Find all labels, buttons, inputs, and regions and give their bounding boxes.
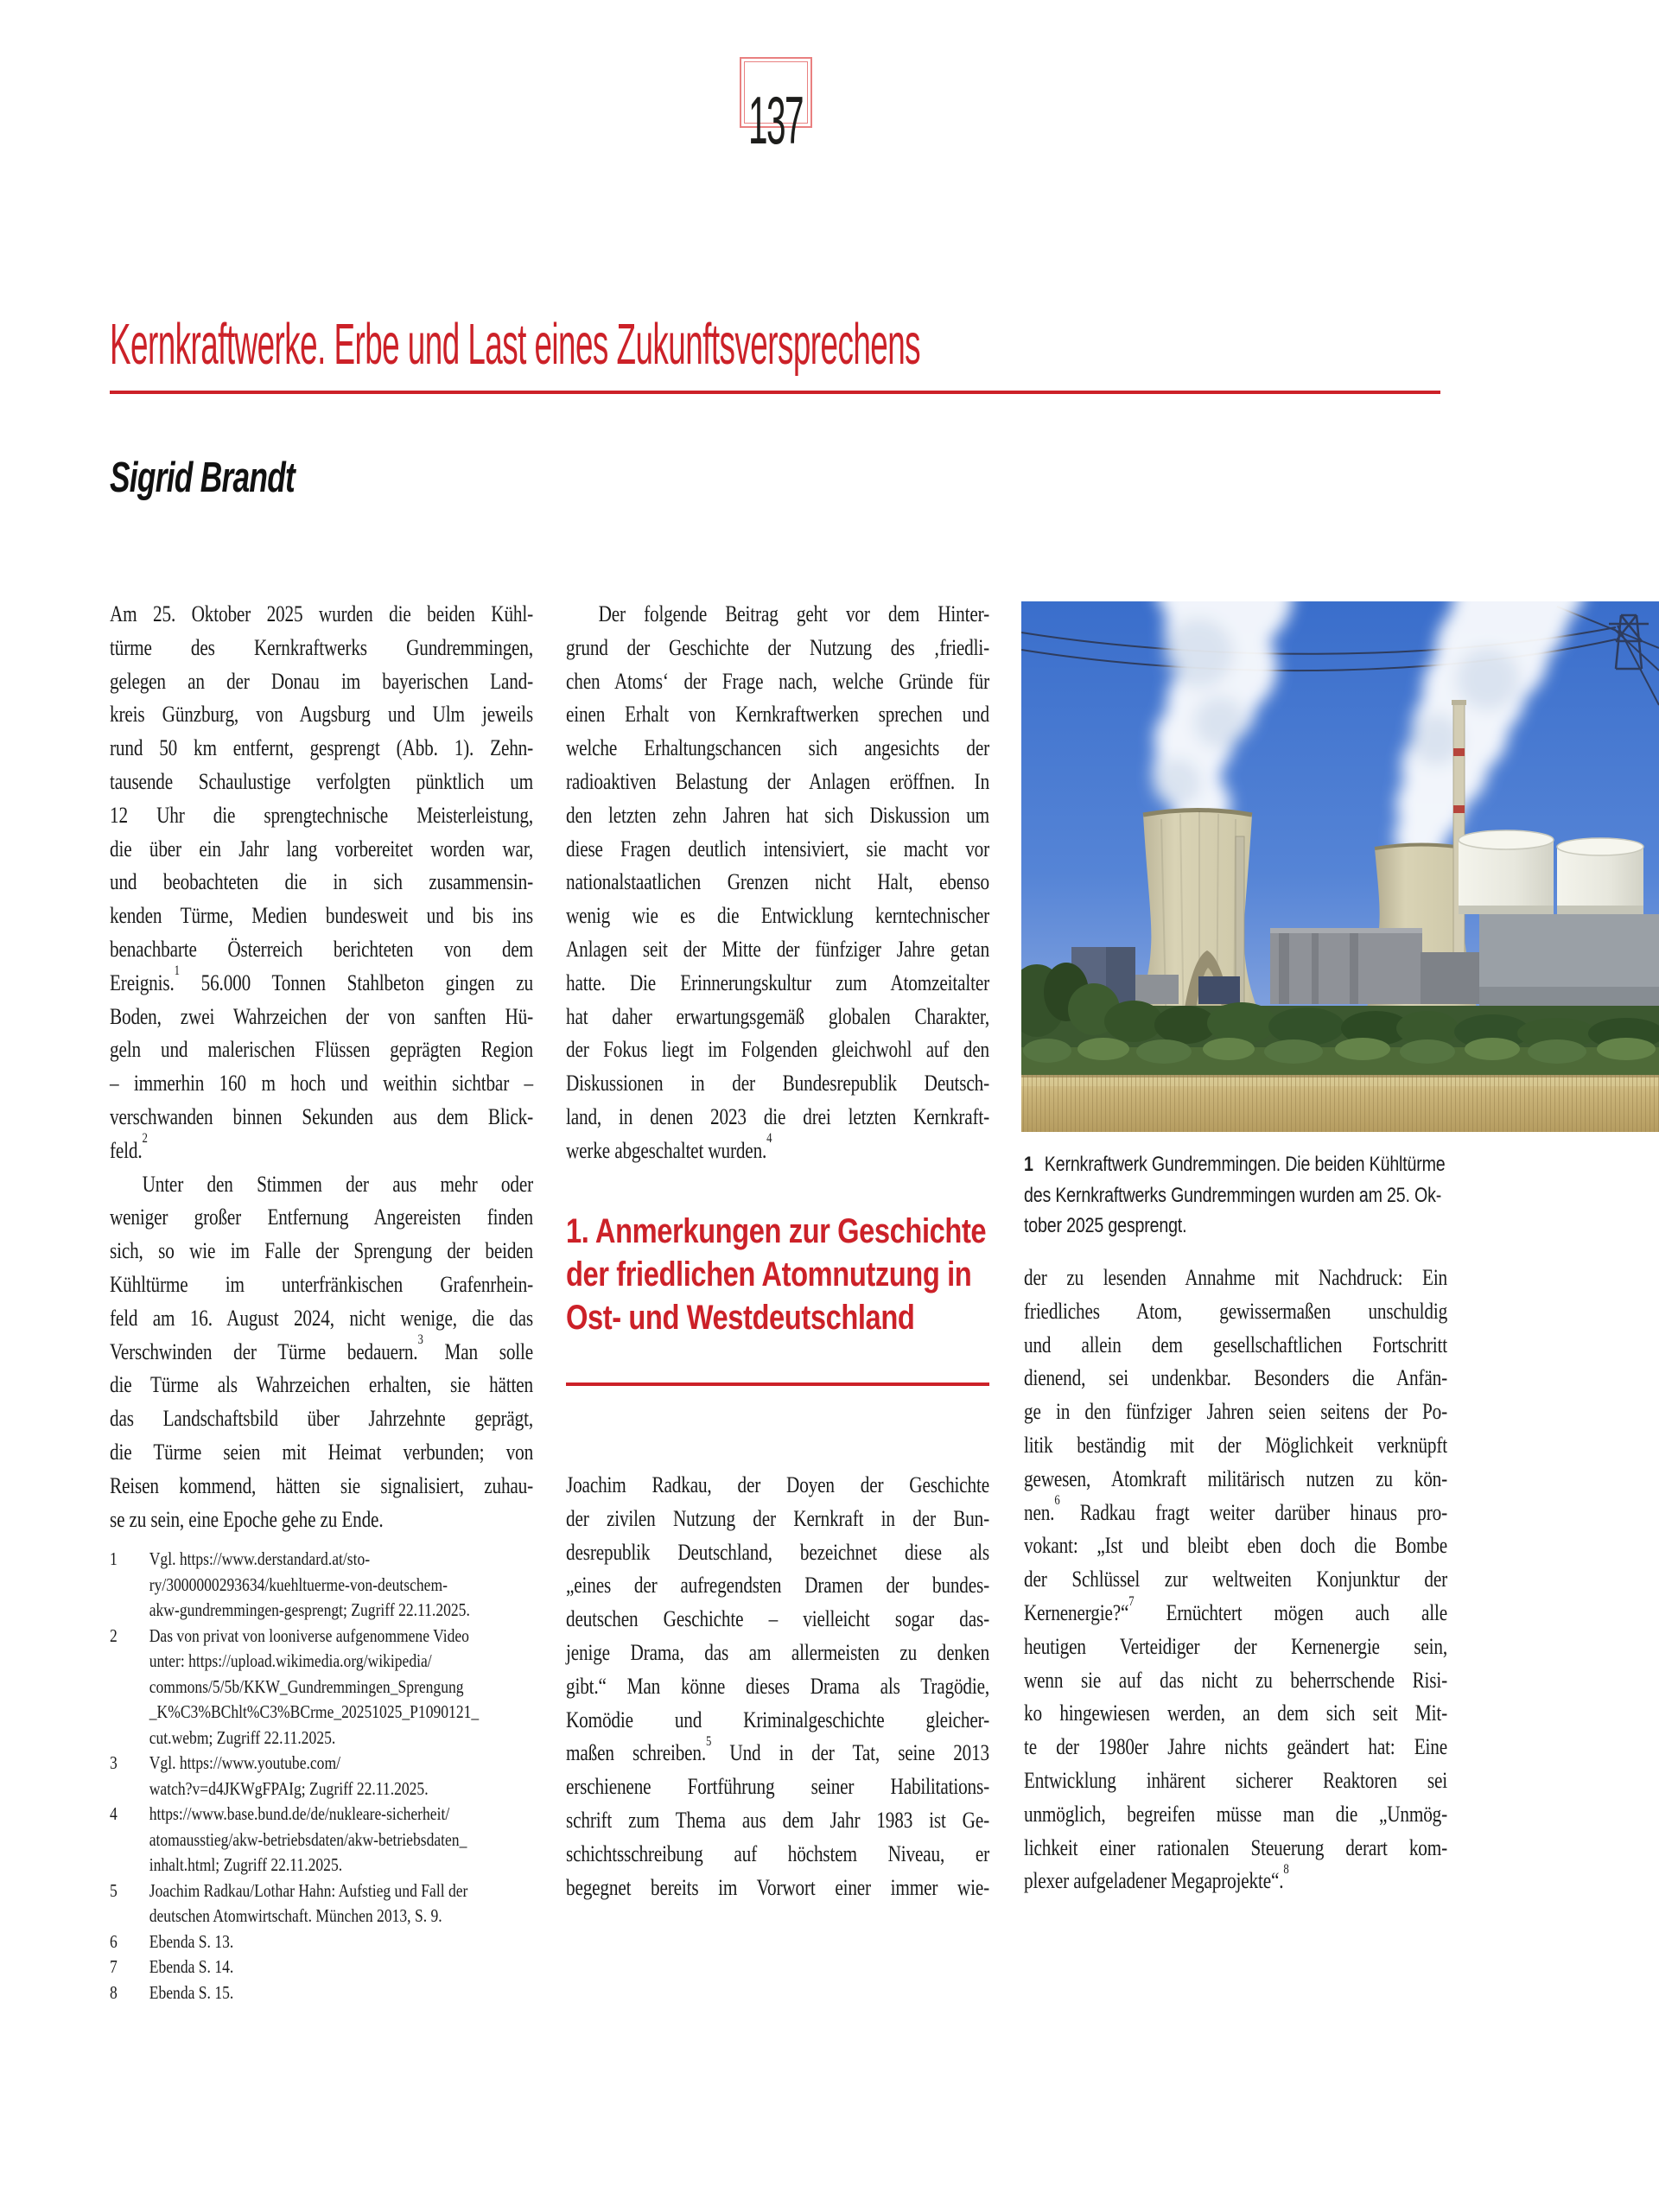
footnote-text [149, 1980, 533, 2006]
figure-photo-nuclear-plant [1021, 601, 1659, 1132]
text-line: chen Atoms‘ der Frage nach, welche Gründe für [566, 668, 990, 694]
text-line: 12 Uhr die sprengtechnische Meisterleistung, [110, 802, 534, 828]
text-line: schichtsschreibung auf höchstem Niveau, er [566, 1840, 990, 1866]
wheat-field [1021, 1075, 1659, 1132]
text-line: kenden Türme, Medien bundesweit und bis ins [110, 903, 534, 929]
text-line: jenige Drama, das am allermeisten zu denken [566, 1639, 990, 1665]
text-line: und beobachteten die in sich zusammensin- [110, 869, 534, 895]
text-line: ko hingewiesen werden, an dem sich seit Mit- [1024, 1700, 1448, 1726]
text-line: welche Erhaltungschancen sich angesichts der [566, 735, 990, 761]
page-number: 137 [748, 82, 803, 158]
footnote-line: https://www.base.bund.de/de/nukleare-sicherheit/ [149, 1803, 450, 1824]
text-line: Entwicklung inhärent sicherer Reaktoren sei [1024, 1767, 1448, 1793]
text-line: nationalstaatlichen Grenzen nicht Halt, ebenso [566, 869, 990, 895]
footnotes [110, 1547, 533, 2005]
text-line: Joachim Radkau, der Doyen der Geschichte [566, 1472, 990, 1497]
text-line: se zu sein, eine Epoche gehe zu Ende. [110, 1506, 384, 1532]
column-middle [566, 0, 989, 2212]
text-line: grund der Geschichte der Nutzung des ‚friedli- [566, 634, 990, 660]
text-line: hatte. Die Erinnerungskultur zum Atomzeitalter [566, 969, 990, 995]
reactor-cylinders [1459, 830, 1643, 914]
footnote-line: cut.webm; Zugriff 22.11.2025. [149, 1726, 336, 1748]
text-line: friedliches Atom, gewissermaßen unschuldig [1024, 1298, 1448, 1324]
footnote [110, 1802, 533, 1878]
text-line: Anlagen seit der Mitte der fünfziger Jahre getan [566, 936, 990, 962]
footnote-line: Ebenda S. 13. [149, 1930, 234, 1952]
text-line: wenn sie auf das nicht zu beherrschende Risi- [1024, 1667, 1448, 1693]
text-line: Verschwinden der Türme bedauern.$^3$ Man solle [110, 1332, 534, 1364]
footnote-number: 2 [110, 1624, 118, 1646]
body-text-right [1024, 1262, 1447, 1898]
text-line: der zivilen Nutzung der Kernkraft in der Bun- [566, 1505, 990, 1531]
chimney-right-banded [1452, 700, 1466, 963]
footnote-number: 8 [110, 1981, 118, 2003]
footnote-text [149, 1929, 533, 1955]
footnote-line: watch?v=d4JKWgFPAIg; Zugriff 22.11.2025. [149, 1777, 429, 1799]
text-line: nen.$^6$ Radkau fragt weiter darüber hinaus pro- [1024, 1493, 1448, 1525]
footnote-line: _K%C3%BChlt%C3%BCrme_20251025_P1090121_ [149, 1701, 480, 1722]
text-line: begegnet bereits im Vorwort einer immer wie- [566, 1874, 990, 1900]
footnote-line: Das von privat von looniverse aufgenommene Video [149, 1624, 469, 1646]
text-line: der zu lesenden Annahme mit Nachdruck: Ein [1024, 1265, 1448, 1290]
text-line: die Türme seien mit Heimat verbunden; von [110, 1439, 534, 1465]
text-line: und allein dem gesellschaftlichen Fortschritt [1024, 1332, 1448, 1357]
text-line: geln und malerischen Flüssen geprägten Region [110, 1037, 534, 1063]
article-title: Kernkraftwerke. Erbe und Last eines Zukunftsversprechens [110, 312, 921, 377]
footnote [110, 1878, 533, 1929]
caption-line: tober 2025 gesprengt. [1024, 1214, 1187, 1237]
text-line: Unter den Stimmen der aus mehr oder [142, 1171, 534, 1197]
text-line: feld am 16. August 2024, nicht wenige, die das [110, 1305, 534, 1331]
footnote-line: Ebenda S. 15. [149, 1981, 234, 2003]
caption-number: 1 [1024, 1153, 1033, 1176]
text-line: Boden, zwei Wahrzeichen der von sanften Hü- [110, 1003, 534, 1029]
text-line: die über ein Jahr lang vorbereitet worden war, [110, 836, 534, 861]
text-line: feld.$^2$ [110, 1131, 148, 1163]
footnote [110, 1929, 533, 1955]
figure-caption [1024, 1149, 1447, 1242]
footnote-number: 4 [110, 1803, 118, 1824]
footnote-line: deutschen Atomwirtschaft. München 2013, S. 9. [149, 1905, 442, 1926]
text-line: Am 25. Oktober 2025 wurden die beiden Kühl- [110, 601, 534, 626]
text-line: gelegen an der Donau im bayerischen Land- [110, 668, 534, 694]
footnote-line: Ebenda S. 14. [149, 1956, 234, 1977]
text-line: dienend, sei undenkbar. Besonders die Anfän- [1024, 1365, 1448, 1391]
section-heading-rule [566, 1382, 989, 1386]
text-line: die Türme als Wahrzeichen erhalten, sie hätten [110, 1372, 534, 1398]
text-line: heutigen Verteidiger der Kernenergie sein, [1024, 1633, 1448, 1659]
text-line: Ereignis.$^1$ 56.000 Tonnen Stahlbeton gingen zu [110, 963, 534, 995]
footnote-text [149, 1955, 533, 1980]
text-line: land, in denen 2023 die drei letzten Kernkraft- [566, 1103, 990, 1129]
text-line: tausende Schaulustige verfolgten pünktlich um [110, 768, 534, 794]
footnote [110, 1955, 533, 1980]
heading-line: Ost- und Westdeutschland [566, 1299, 915, 1337]
section-heading [566, 1210, 989, 1339]
text-line: ge in den fünfziger Jahren seien seitens der Po- [1024, 1399, 1448, 1425]
text-line: maßen schreiben.$^5$ Und in der Tat, seine 2013 [566, 1733, 990, 1766]
footnote-line: unter: https://upload.wikimedia.org/wikipedia/ [149, 1650, 432, 1671]
caption-line: des Kernkraftwerks Gundremmingen wurden am 25. Ok- [1024, 1183, 1442, 1207]
footnote-line: inhalt.html; Zugriff 22.11.2025. [149, 1854, 343, 1875]
text-line: der Schlüssel zur weltweiten Konjunktur der [1024, 1567, 1448, 1592]
text-line: kreis Günzburg, von Augsburg und Ulm jeweils [110, 702, 534, 728]
footnote-number: 3 [110, 1752, 118, 1773]
text-line: – immerhin 160 m hoch und weithin sichtbar – [110, 1071, 534, 1096]
footnote-text [149, 1878, 533, 1929]
footnote [110, 1980, 533, 2006]
footnote-line: commons/5/5b/KKW_Gundremmingen_Sprengung [149, 1675, 464, 1697]
text-line: Kernenergie?“$^7$ Ernüchtert mögen auch alle [1024, 1593, 1448, 1625]
footnote-line: ry/3000000293634/kuehltuerme-von-deutschem- [149, 1573, 448, 1595]
body-text-left [110, 598, 533, 1536]
footnote [110, 1547, 533, 1624]
footnote-number: 6 [110, 1930, 118, 1952]
footnote [110, 1751, 533, 1802]
text-line: rund 50 km entfernt, gesprengt (Abb. 1). Zehn- [110, 735, 534, 761]
text-line: den letzten zehn Jahren hat sich Diskussion um [566, 802, 990, 828]
text-line: hat daher erwartungsgemäß globalen Charakter, [566, 1003, 990, 1029]
text-line: sich, so wie im Falle der Sprengung der beiden [110, 1238, 534, 1264]
text-line: Diskussionen in der Bundesrepublik Deutsch- [566, 1071, 990, 1096]
footnote-number: 7 [110, 1956, 118, 1977]
text-line: plexer aufgeladener Megaprojekte“.$^8$ [1024, 1861, 1289, 1894]
footnote-text [149, 1624, 533, 1751]
text-line: gewesen, Atomkraft militärisch nutzen zu kön- [1024, 1465, 1448, 1491]
footnote [110, 1624, 533, 1751]
text-line: diese Fragen deutlich intensiviert, sie macht vor [566, 836, 990, 861]
footnote-line: Joachim Radkau/Lothar Hahn: Aufstieg und Fall der [149, 1879, 468, 1901]
body-text-middle-2 [566, 1469, 989, 1904]
footnote-number: 5 [110, 1879, 118, 1901]
body-text-middle [566, 598, 989, 1168]
text-line: lichkeit einer rationalen Steuerung derart kom- [1024, 1834, 1448, 1860]
text-line: Kühltürme im unterfränkischen Grafenrhein- [110, 1271, 534, 1297]
footnote-line: Vgl. https://www.youtube.com/ [149, 1752, 341, 1773]
heading-line: der friedlichen Atomnutzung in [566, 1255, 972, 1294]
footnote-line: atomausstieg/akw-betriebsdaten/akw-betriebsdaten_ [149, 1828, 467, 1850]
text-line: schrift zum Thema aus dem Jahr 1983 ist Ge- [566, 1807, 990, 1833]
text-line: Komödie und Kriminalgeschichte gleicher- [566, 1707, 990, 1732]
text-line: litik beständig mit der Möglichkeit verknüpft [1024, 1432, 1448, 1458]
text-line: „eines der aufregendsten Dramen der bundes- [566, 1573, 990, 1599]
text-line: werke abgeschaltet wurden.$^4$ [566, 1131, 772, 1163]
text-line: erschienene Fortführung seiner Habilitations- [566, 1774, 990, 1800]
text-line: das Landschaftsbild über Jahrzehnte geprägt, [110, 1406, 534, 1432]
text-line: einen Erhalt von Kernkraftwerken sprechen und [566, 702, 990, 728]
caption-line: 1 Kernkraftwerk Gundremmingen. Die beiden Kühltürme [1024, 1153, 1446, 1176]
footnote-text [149, 1802, 533, 1878]
text-line: te der 1980er Jahre nichts geändert hat: Eine [1024, 1734, 1448, 1760]
text-line: gibt.“ Man könne dieses Drama als Tragödie, [566, 1673, 990, 1699]
text-line: radioaktiven Belastung der Anlagen eröffnen. In [566, 768, 990, 794]
footnote-line: Vgl. https://www.derstandard.at/sto- [149, 1548, 371, 1569]
text-line: weniger großer Entfernung Angereisten finden [110, 1205, 534, 1230]
text-line: Reisen kommend, hätten sie signalisiert, zuhau- [110, 1472, 534, 1498]
article-author: Sigrid Brandt [110, 454, 296, 501]
text-line: unmöglich, begreifen müsse man die „Unmög- [1024, 1801, 1448, 1827]
heading-line: 1. Anmerkungen zur Geschichte [566, 1212, 987, 1250]
text-line: deutschen Geschichte – vielleicht sogar das- [566, 1606, 990, 1632]
text-line: der Fokus liegt im Folgenden gleichwohl auf den [566, 1037, 990, 1063]
text-line: Der folgende Beitrag geht vor dem Hinter- [598, 601, 990, 626]
footnote-text [149, 1547, 533, 1624]
text-line: vokant: „Ist und bleibt eben doch die Bombe [1024, 1533, 1448, 1559]
text-line: benachbarte Österreich berichteten von dem [110, 936, 534, 962]
footnote-text [149, 1751, 533, 1802]
text-line: türme des Kernkraftwerks Gundremmingen, [110, 634, 534, 660]
text-line: desrepublik Deutschland, bezeichnet diese als [566, 1539, 990, 1565]
text-line: wenig wie es die Entwicklung kerntechnischer [566, 903, 990, 929]
column-left [110, 0, 533, 2212]
text-line: verschwanden binnen Sekunden aus dem Blick- [110, 1103, 534, 1129]
footnote-number: 1 [110, 1548, 118, 1569]
footnote-line: akw-gundremmingen-gesprengt; Zugriff 22.11.2025. [149, 1599, 470, 1620]
